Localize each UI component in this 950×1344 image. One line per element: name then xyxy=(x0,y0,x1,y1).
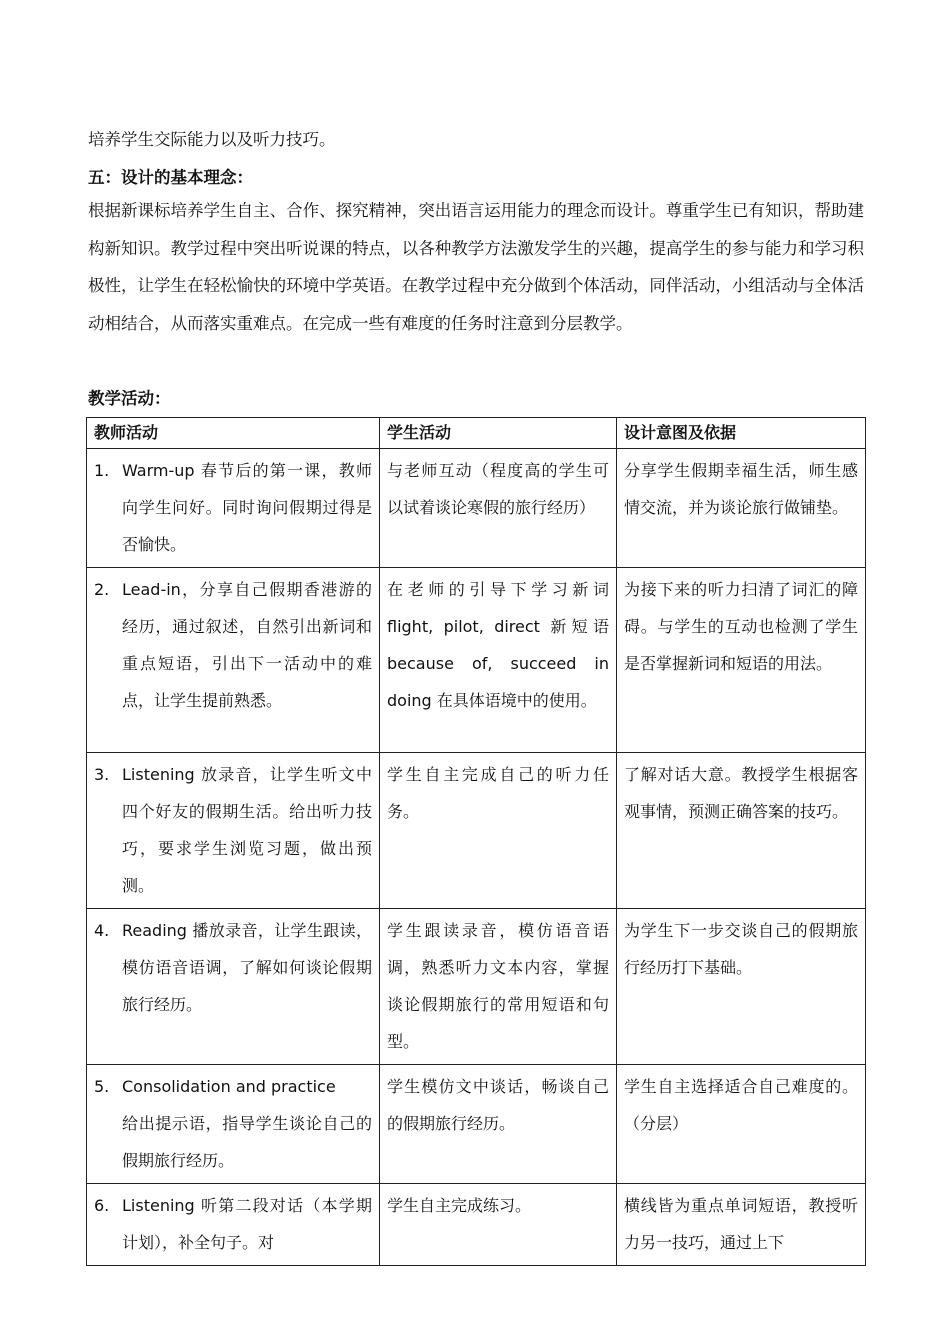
activities-table xyxy=(86,417,866,1266)
student-activity: 学生模仿文中谈话，畅谈自己的假期旅行经历。 xyxy=(380,1065,617,1184)
design-purpose: 分享学生假期幸福生活，师生感情交流，并为谈论旅行做铺垫。 xyxy=(617,449,866,568)
teacher-cell xyxy=(87,1065,380,1184)
student-activity: 学生跟读录音，模仿语音语调，熟悉听力文本内容，掌握谈论假期旅行的常用短语和句型。 xyxy=(380,909,617,1065)
header-student: 学生活动 xyxy=(380,418,617,449)
activities-heading: 教学活动： xyxy=(88,389,171,408)
teacher-activity: 给出提示语，指导学生谈论自己的假期旅行经历。 xyxy=(122,1114,372,1170)
teacher-cell xyxy=(87,568,380,753)
section5-body: 根据新课标培养学生自主、合作、探究精神，突出语言运用能力的理念而设计。尊重学生已有知识，帮助建构新知识。教学过程中突出听说课的特点，以各种教学方法激发学生的兴趣，提高学生的参与能力和学习积极性，让学生在轻松愉快的环境中学英语。在教学过程中充分做到个体活动，同伴活动，小组活动与全体活动相结合，从而落实重难点。在完成一些有难度的任务时注意到分层教学。 xyxy=(88,201,864,333)
teacher-activity: Listening 放录音，让学生听文中四个好友的假期生活。给出听力技巧，要求学生浏览习题，做出预测。 xyxy=(122,765,372,895)
table-header-row xyxy=(87,418,866,449)
teacher-cell xyxy=(87,753,380,909)
header-teacher: 教师活动 xyxy=(87,418,380,449)
row-number: 2. xyxy=(94,580,110,599)
design-purpose: 为接下来的听力扫清了词汇的障碍。与学生的互动也检测了学生是否掌握新词和短语的用法。 xyxy=(617,568,866,753)
section5-heading: 五：设计的基本理念： xyxy=(88,168,253,187)
student-activity: 学生自主完成自己的听力任务。 xyxy=(380,753,617,909)
row-number: 5. xyxy=(94,1077,110,1096)
design-purpose: 学生自主选择适合自己难度的。（分层） xyxy=(617,1065,866,1184)
teacher-cell xyxy=(87,449,380,568)
design-purpose: 横线皆为重点单词短语，教授听力另一技巧，通过上下 xyxy=(617,1184,866,1266)
table-row xyxy=(87,568,866,753)
row-number: 4. xyxy=(94,921,110,940)
table-row xyxy=(87,753,866,909)
intro-line: 培养学生交际能力以及听力技巧。 xyxy=(88,130,336,149)
header-purpose: 设计意图及依据 xyxy=(617,418,866,449)
table-row xyxy=(87,909,866,1065)
teacher-cell xyxy=(87,1184,380,1266)
teacher-activity: Lead-in，分享自己假期香港游的经历，通过叙述，自然引出新词和重点短语，引出下一活动中的难点，让学生提前熟悉。 xyxy=(122,580,372,710)
design-purpose: 为学生下一步交谈自己的假期旅行经历打下基础。 xyxy=(617,909,866,1065)
student-activity: 与老师互动（程度高的学生可以试着谈论寒假的旅行经历） xyxy=(380,449,617,568)
row-number: 3. xyxy=(94,765,110,784)
design-purpose: 了解对话大意。教授学生根据客观事情，预测正确答案的技巧。 xyxy=(617,753,866,909)
table-row xyxy=(87,1065,866,1184)
table-row xyxy=(87,449,866,568)
student-activity: 学生自主完成练习。 xyxy=(380,1184,617,1266)
teacher-cell xyxy=(87,909,380,1065)
row-number: 1. xyxy=(94,461,110,480)
student-activity: 在老师的引导下学习新词 flight, pilot, direct 新短语 because of, succeed in doing 在具体语境中的使用。 xyxy=(380,568,617,753)
table-row xyxy=(87,1184,866,1266)
teacher-activity: Reading 播放录音，让学生跟读，模仿语音语调，了解如何谈论假期旅行经历。 xyxy=(122,921,372,1014)
teacher-activity-title: Consolidation and practice xyxy=(122,1077,336,1096)
teacher-activity: Listening 听第二段对话（本学期计划），补全句子。对 xyxy=(122,1196,372,1252)
teacher-activity: Warm-up 春节后的第一课，教师向学生问好。同时询问假期过得是否愉快。 xyxy=(122,461,372,554)
row-number: 6. xyxy=(94,1196,110,1215)
